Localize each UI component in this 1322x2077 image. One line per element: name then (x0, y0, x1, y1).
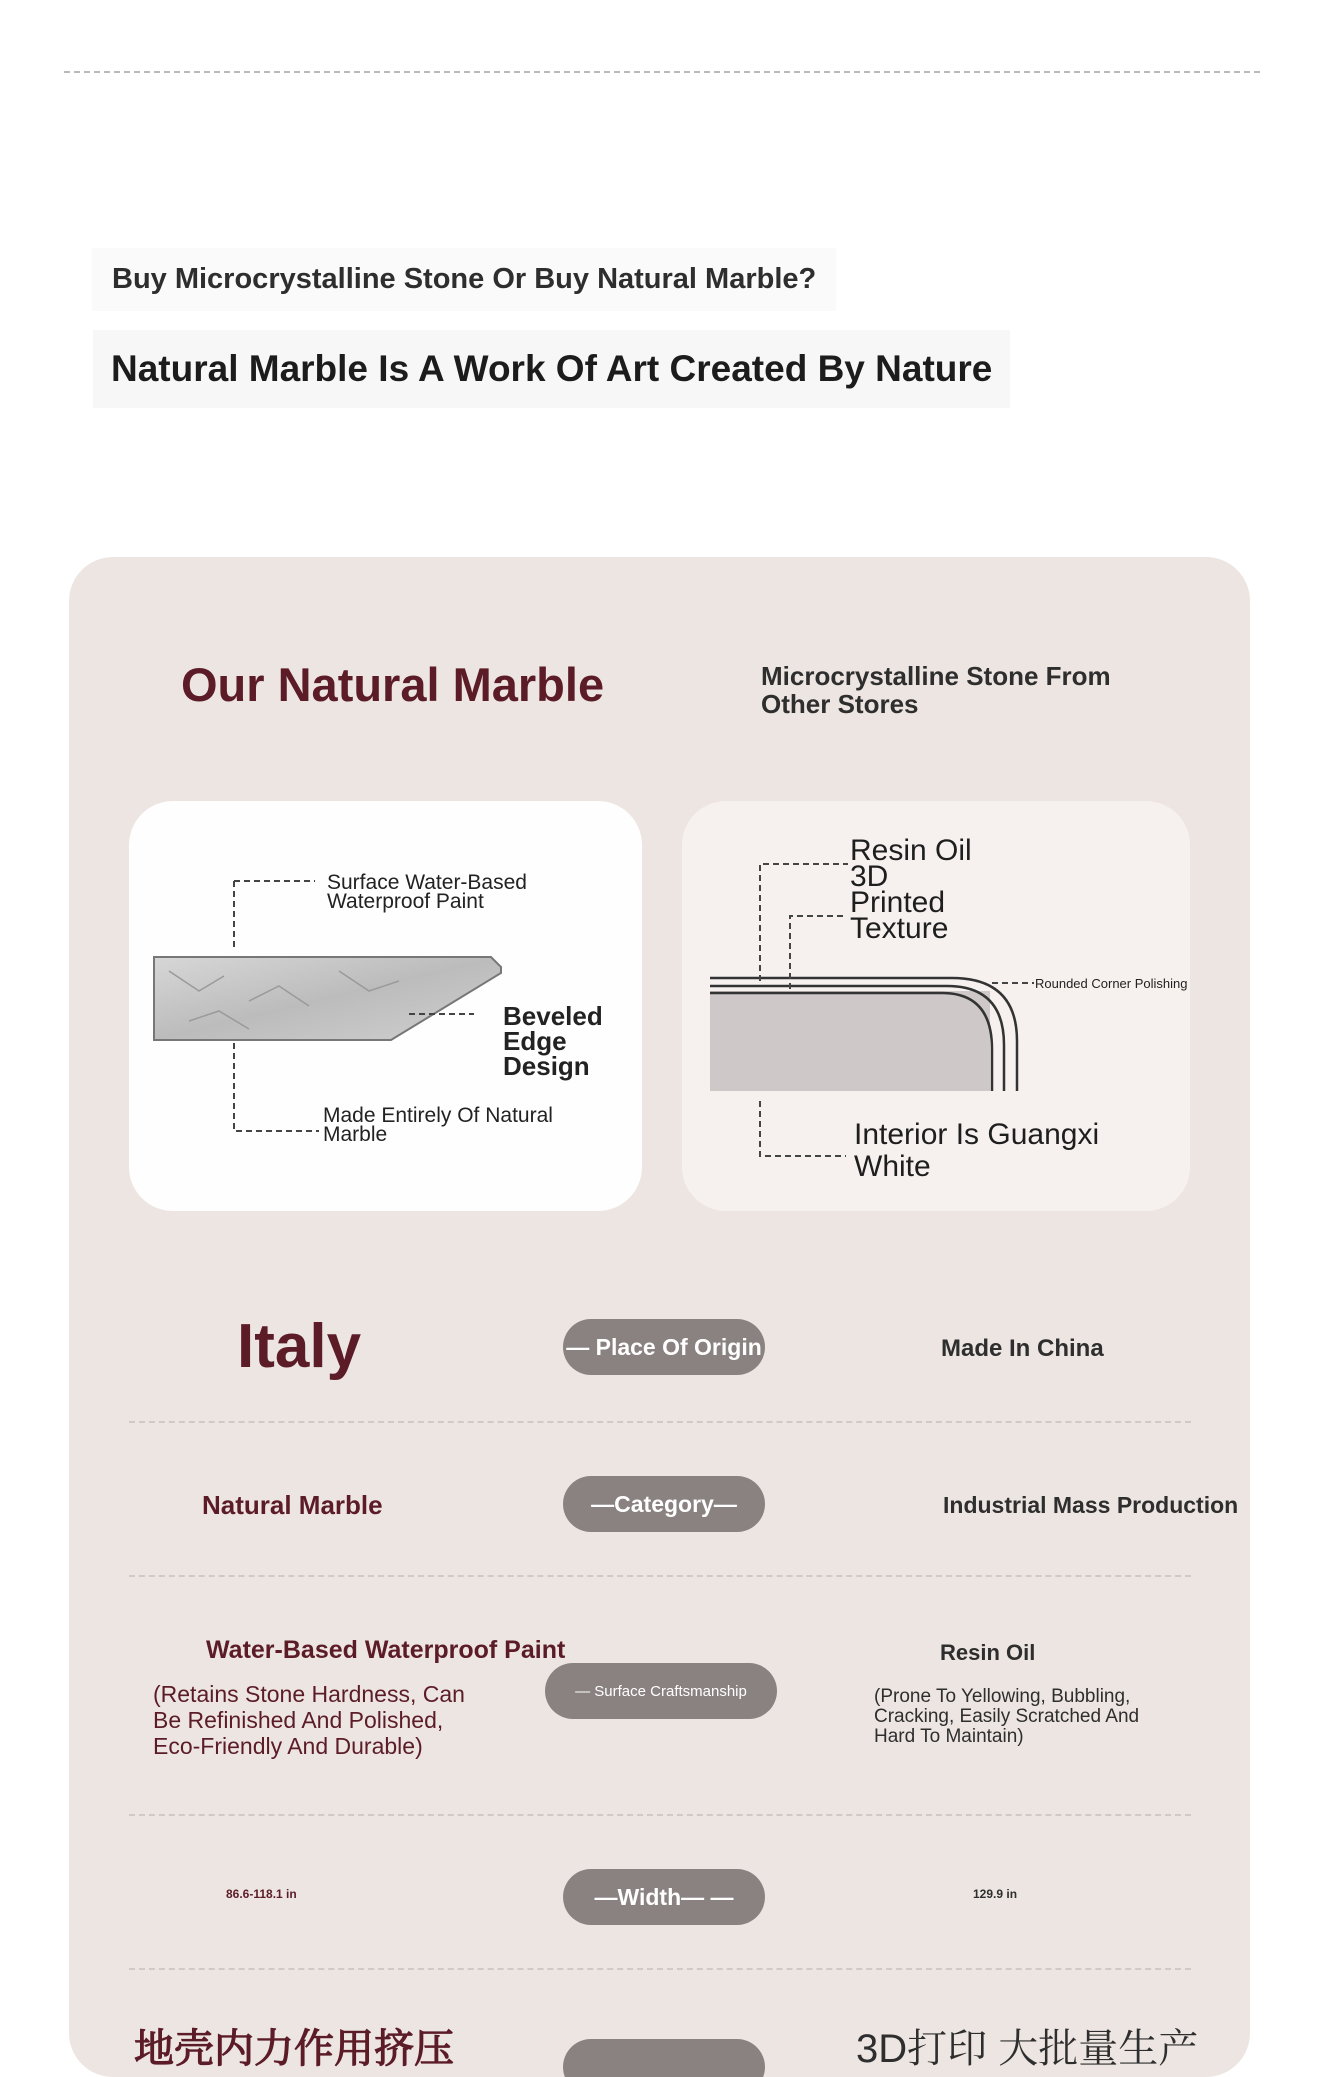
interior-label: Interior Is Guangxi White (854, 1118, 1100, 1183)
row-divider (129, 1575, 1191, 1577)
our-column-title: Our Natural Marble (181, 658, 605, 711)
row-divider (129, 1421, 1191, 1423)
resin-oil-label: Resin Oil (850, 834, 972, 867)
our-origin-value: Italy (237, 1312, 362, 1381)
surface-paint-label: Surface Water-Based Waterproof Paint (327, 871, 527, 913)
section-headline: Natural Marble Is A Work Of Art Created By Nature (93, 330, 1010, 408)
other-formation-value: 3D打印 大批量生产 (856, 2027, 1199, 2071)
our-width-value: 86.6-118.1 in (226, 1887, 297, 1901)
criterion-formation (563, 2039, 765, 2077)
our-surface-note: (Retains Stone Hardness, Can Be Refinished And Polished, Eco-Friendly And Durable) (153, 1681, 465, 1759)
comparison-panel (69, 557, 1250, 2077)
other-column-title: Microcrystalline Stone From Other Stores (761, 661, 1111, 719)
beveled-edge-label: Beveled Edge Design (503, 1001, 603, 1081)
criterion-category: —Category— (563, 1476, 765, 1532)
criterion-place-of-origin: — Place Of Origin (563, 1319, 765, 1375)
row-divider (129, 1968, 1191, 1970)
our-formation-value: 地壳内力作用挤压 (134, 2027, 454, 2071)
other-category-value: Industrial Mass Production (943, 1492, 1239, 1518)
row-divider (129, 1814, 1191, 1816)
other-origin-value: Made In China (941, 1335, 1104, 1362)
other-width-value: 129.9 in (973, 1887, 1018, 1901)
top-divider (64, 71, 1260, 73)
other-surface-note: (Prone To Yellowing, Bubbling, Cracking, Easily Scratched And Hard To Maintain) (874, 1686, 1140, 1747)
section-question: Buy Microcrystalline Stone Or Buy Natural Marble? (92, 248, 836, 311)
our-category-value: Natural Marble (202, 1490, 383, 1520)
microcrystalline-diagram (682, 801, 1190, 1211)
criterion-width: —Width— — (563, 1869, 765, 1925)
natural-marble-diagram (129, 801, 642, 1211)
criterion-surface-craftsmanship: — Surface Craftsmanship (545, 1663, 777, 1719)
rounded-corner-label: Rounded Corner Polishing (1035, 976, 1188, 991)
printed-texture-label: 3D Printed Texture (850, 860, 949, 945)
natural-marble-label: Made Entirely Of Natural Marble (323, 1104, 553, 1146)
our-surface-value: Water-Based Waterproof Paint (206, 1636, 566, 1664)
other-surface-value: Resin Oil (940, 1640, 1036, 1665)
